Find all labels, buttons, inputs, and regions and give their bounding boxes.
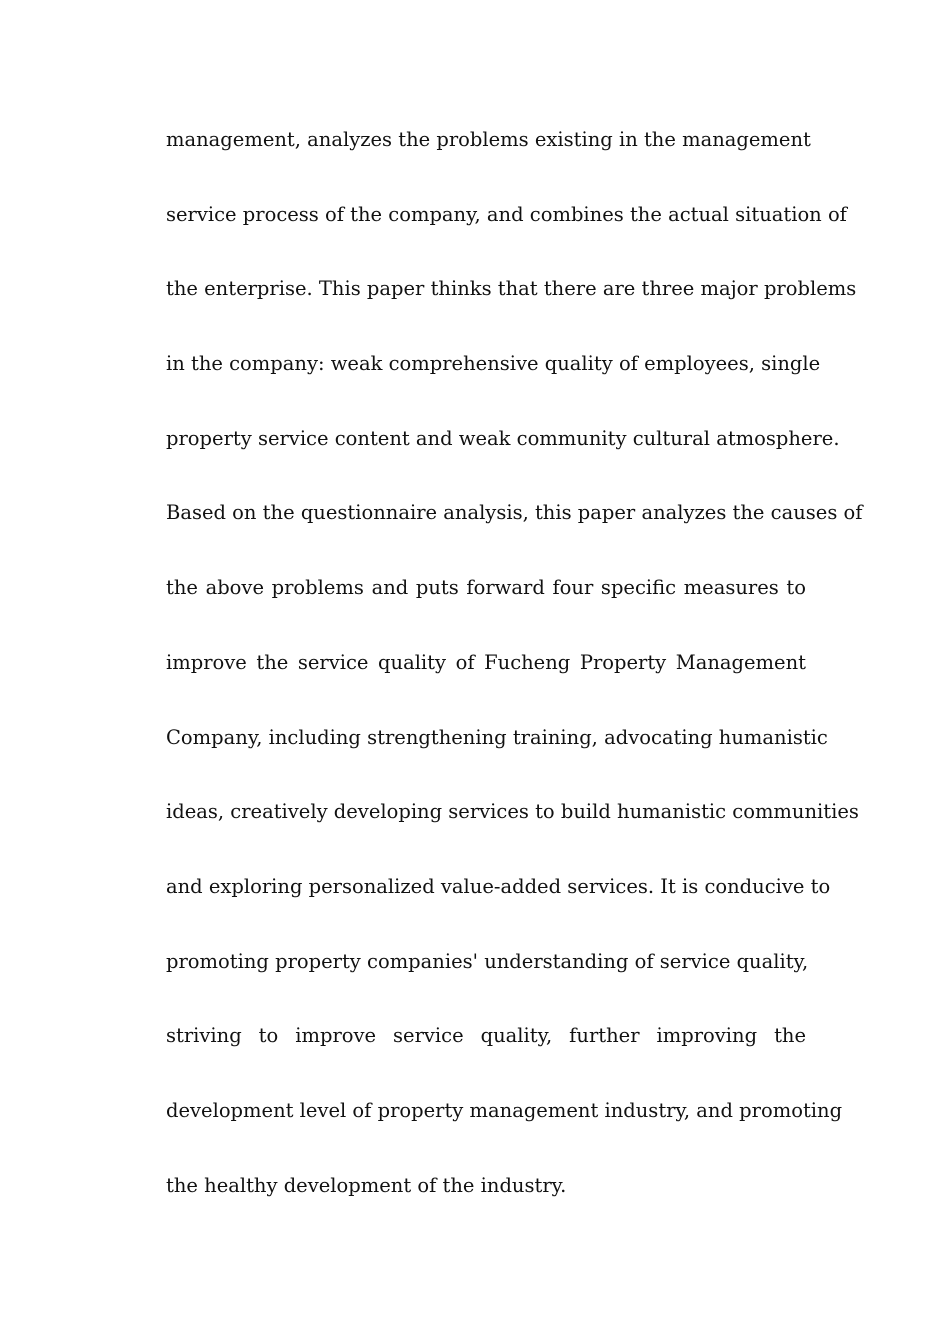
paragraph-line: property service content and weak community cultural atmosphere. [166, 426, 840, 450]
body-paragraph [166, 114, 863, 1234]
paragraph-line: the above problems and puts forward four specific measures to [166, 576, 806, 600]
paragraph-line: striving to improve service quality, further improving the [166, 1024, 806, 1048]
paragraph-line: improve the service quality of Fucheng Property Management [166, 650, 806, 674]
paragraph-line: in the company: weak comprehensive quality of employees, single [166, 352, 821, 376]
paragraph-line: promoting property companies' understanding of service quality, [166, 949, 809, 973]
paragraph-line: ideas, creatively developing services to build humanistic communities [166, 800, 859, 824]
paragraph-line: management, analyzes the problems existing in the management [166, 128, 811, 151]
paragraph-line: Company, including strengthening training, advocating humanistic [166, 725, 828, 749]
paragraph-line: development level of property management industry, and promoting [166, 1098, 843, 1122]
paragraph-line: service process of the company, and combines the actual situation of [166, 202, 847, 226]
paragraph-line: Based on the questionnaire analysis, this paper analyzes the causes of [166, 501, 863, 525]
paragraph-line: and exploring personalized value-added services. It is conducive to [166, 874, 831, 898]
paragraph-line: the enterprise. This paper thinks that there are three major problems [166, 277, 857, 301]
paragraph-line: the healthy development of the industry. [166, 1173, 567, 1197]
